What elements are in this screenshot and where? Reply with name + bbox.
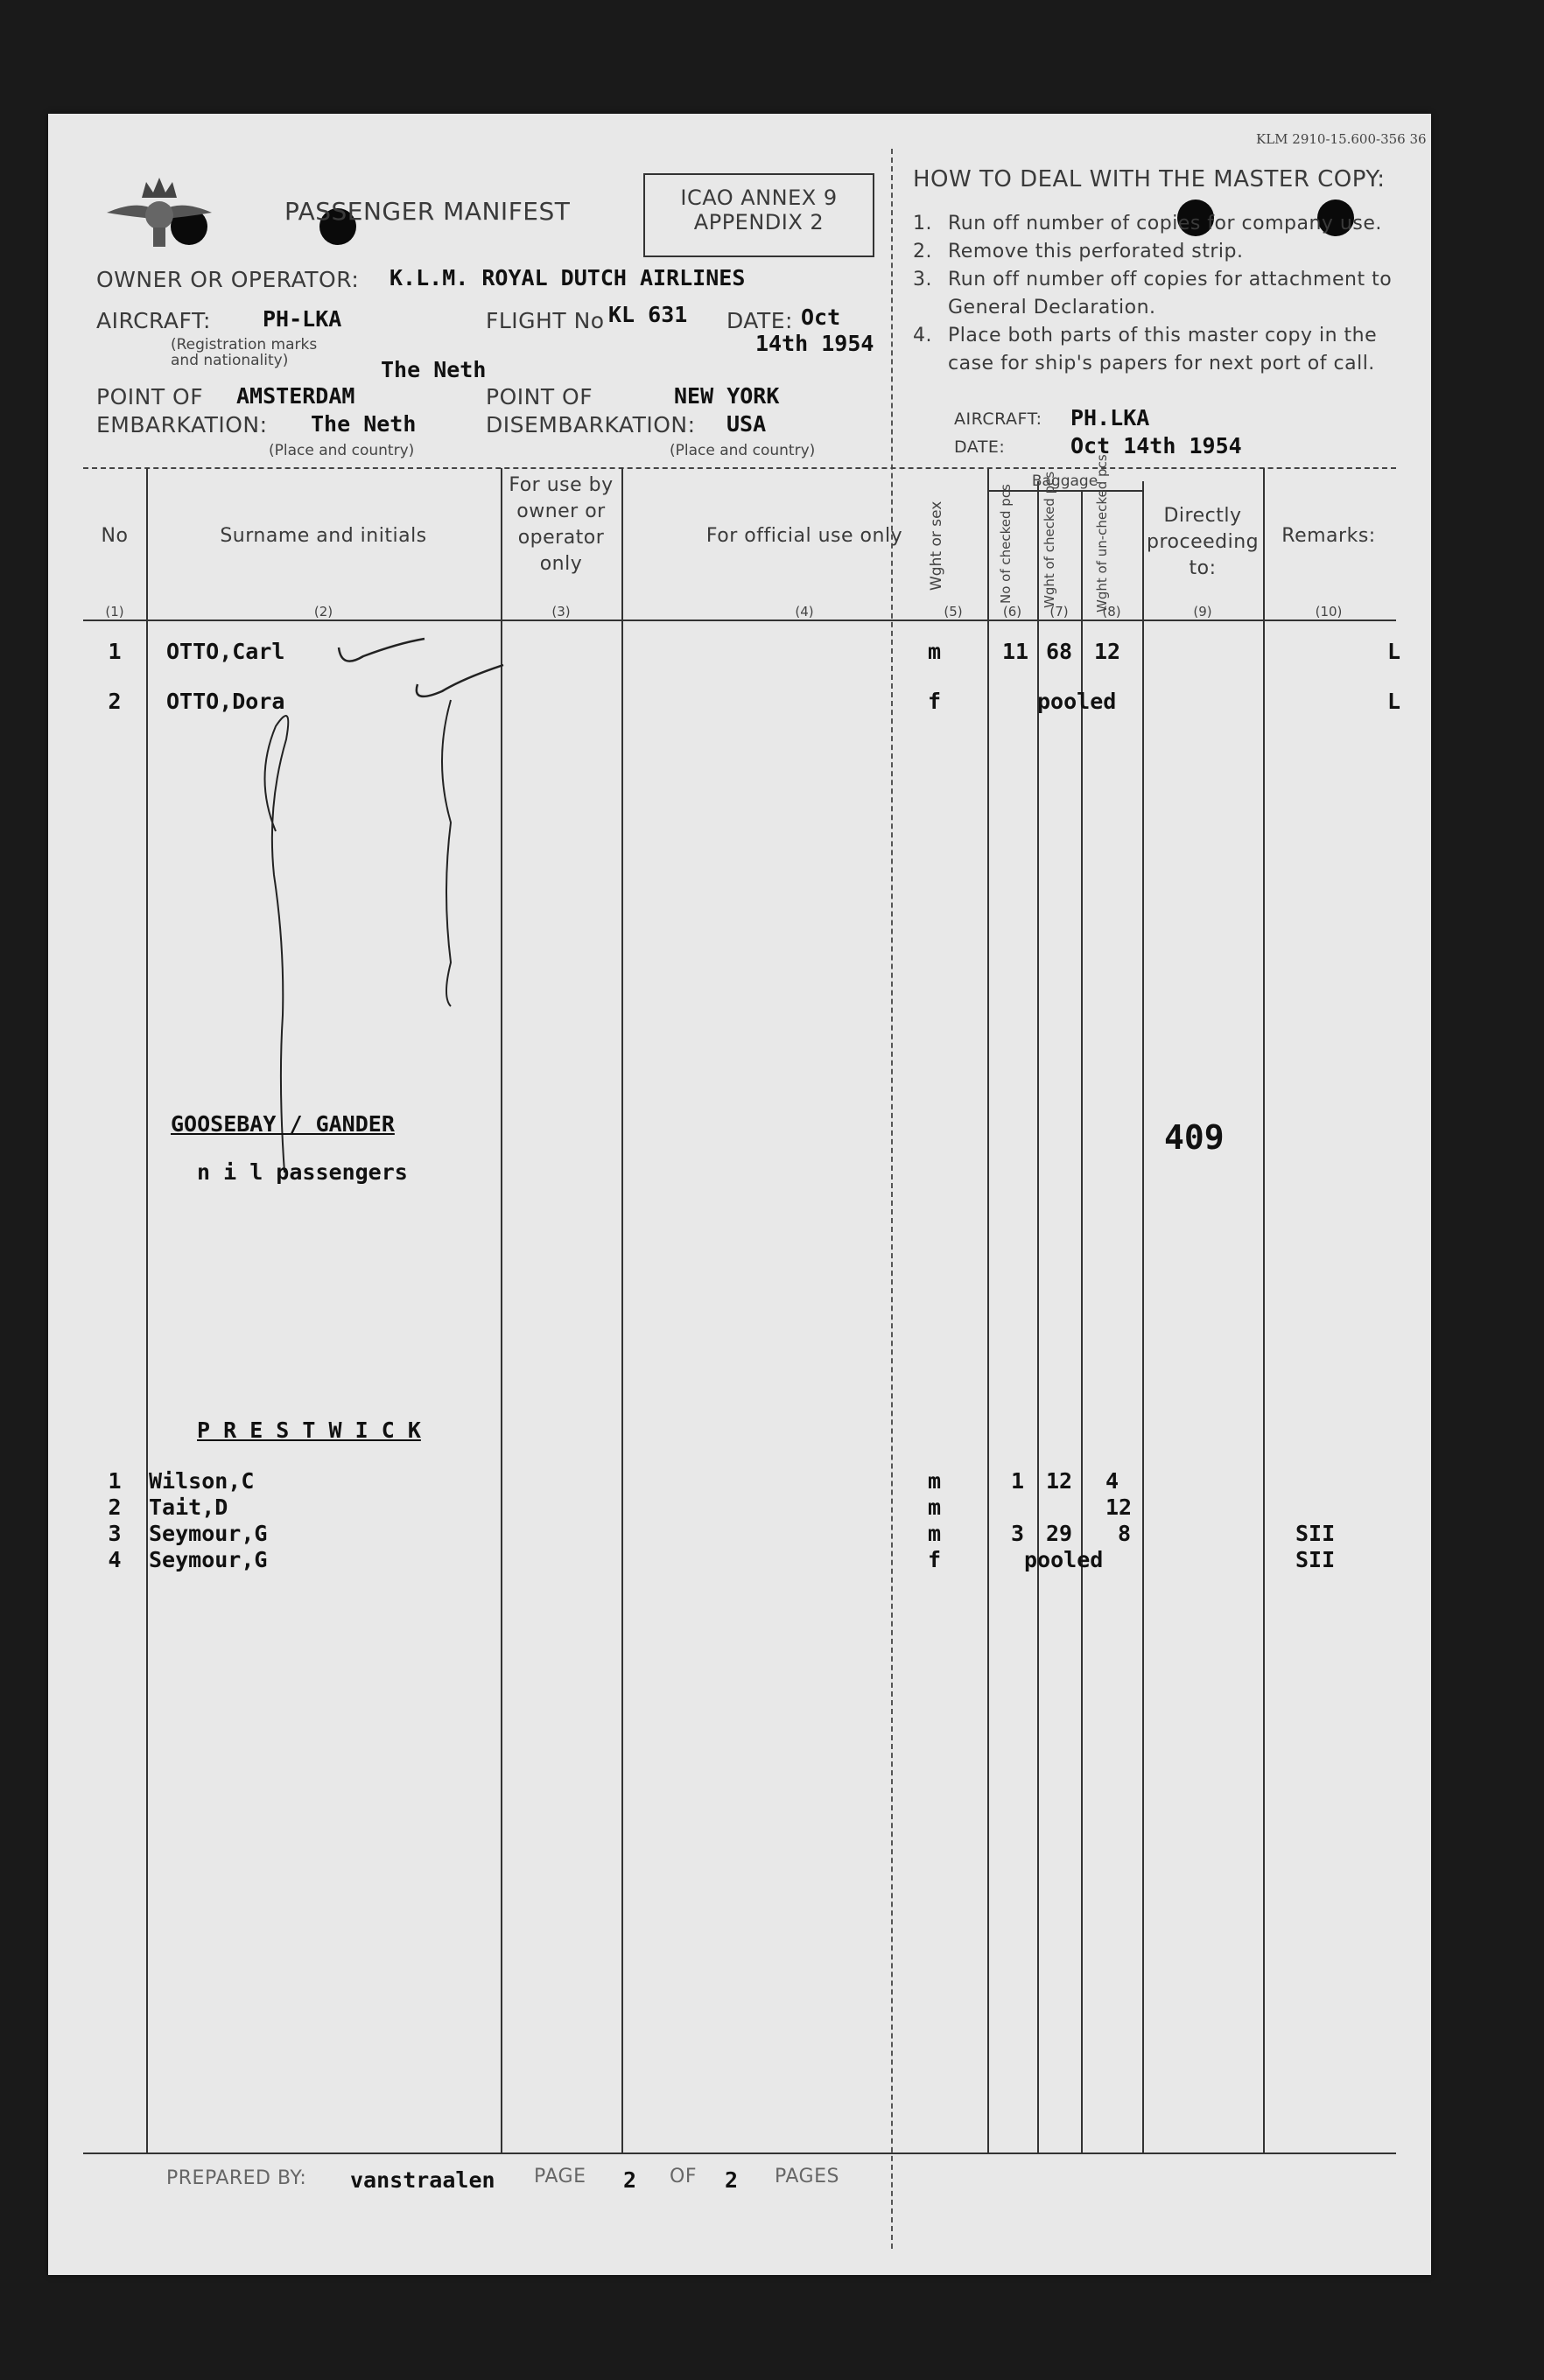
col-directly: Directly proceeding to: [1147,505,1260,579]
disembark-label: POINT OF DISEMBARKATION: [486,384,696,438]
col-owner-use: For use by owner or operator only [509,474,614,575]
form-code: KLM 2910-15.600-356 36 [1256,131,1427,147]
icao-box: ICAO ANNEX 9 APPENDIX 2 [643,173,874,257]
instruction-item: 2. Remove this perforated strip. [913,241,1244,262]
table-top-rule [83,467,1396,469]
gander-note: n i l passengers [197,1159,408,1185]
page-value: 2 [623,2167,637,2193]
instruction-item: 1. Run off number of copies for company use. [913,213,1382,234]
col-no: No [101,525,129,547]
table-bottom-rule [83,2152,1396,2154]
col-wght-unchecked: Wght of un-checked pcs [1094,454,1110,612]
strip-aircraft-value: PH.LKA [1070,405,1150,430]
col-remarks: Remarks: [1281,525,1376,547]
nationality-value: The Neth [381,357,487,382]
flight-value: KL 631 [608,302,688,327]
disembark-country: USA [726,411,767,437]
aircraft-label: AIRCRAFT: [96,308,211,333]
perforation-line [891,149,893,2249]
of-value: 2 [725,2167,739,2193]
owner-label: OWNER OR OPERATOR: [96,267,360,292]
embark-label: POINT OF EMBARKATION: [96,384,268,438]
prestwick-stop-label: P R E S T W I C K [197,1418,421,1443]
instructions-list [913,210,1412,378]
header-bottom-rule [83,620,1396,621]
embark-country: The Neth [311,411,417,437]
of-label: OF [670,2166,697,2188]
manifest-sheet: KLM 2910-15.600-356 36 PASSENGER MANIFEST ICAO ANNEX 9 APPENDIX 2 OWNER OR OPERATOR: K.L.M. ROYAL DUTCH AIRLINES AIRCRAFT: PH-LKA (Registration marks and nationality) The Neth FLIGHT No KL 631 DATE: Oct 14th 1954 POINT OF EMBARKATION: AMSTERDAM The Neth (Place and country) POINT OF DISEMBARKATION: NEW YORK USA (Place and country) HOW TO DEAL WITH THE MASTER COPY: 1. Run off number of copies for company use. 2. Remove this perforated strip. 3. Run off number off copies for attachment to General Declaration. 4. Place both parts of this master copy in the case for ship's papers for next port of call. AIRCRAFT: PH.LKA DATE: Oct 14th 1954 No Surname and initials For use by owner or operator only For official use only Baggage Wght or sex No of checked pcs Wght of checked pcs Wght of un-checked pcs Directly proceeding to: Remarks: (1) (2) (3) (4) (5) (6) (7) (8) (9) (10) 1 OTTO,Carl m 11 68 12 L 2 OTTO,Dora f pooled L GOOSEBAY / GANDER n i l passengers 409 P R E S T W I C K 1 Wilson,C m 1 12 4 2 Tait,D m 12 3 Seymour,G m 3 29 8 SII 4 Seymour,G f pooled SII PREPARED BY: vanstraalen PAGE 2 OF 2 PAGES [48,114,1431,2275]
gander-stop-label: GOOSEBAY / GANDER [171,1111,395,1137]
aircraft-note: (Registration marks and nationality) [171,336,318,369]
pages-label: PAGES [775,2166,839,2188]
page-title: PASSENGER MANIFEST [284,197,571,226]
col-surname: Surname and initials [220,525,427,547]
embark-note: (Place and country) [269,442,415,459]
owner-value: K.L.M. ROYAL DUTCH AIRLINES [390,265,746,290]
page-label: PAGE [534,2166,586,2188]
instruction-item: 3. Run off number off copies for attachment to General Declaration. [913,269,1393,318]
date-label: DATE: [726,308,793,333]
col-checked-pcs: No of checked pcs [998,484,1014,604]
col-wght-sex: Wght or sex [928,500,945,591]
strip-date-label: DATE: [954,438,1006,457]
date-value-year: 14th 1954 [755,331,874,356]
flight-label: FLIGHT No [486,308,605,333]
klm-crown-logo-icon [102,173,216,252]
prepared-label: PREPARED BY: [166,2167,307,2189]
disembark-city: NEW YORK [674,383,780,409]
gander-stamp: 409 [1164,1118,1225,1157]
disembark-note: (Place and country) [670,442,816,459]
strip-date-value: Oct 14th 1954 [1070,433,1242,458]
col-baggage: Baggage [1031,472,1098,490]
prepared-value: vanstraalen [350,2167,495,2193]
strip-aircraft-label: AIRCRAFT: [954,410,1042,429]
date-value: Oct [801,304,841,330]
instructions-title: HOW TO DEAL WITH THE MASTER COPY: [913,166,1386,192]
instruction-item: 4. Place both parts of this master copy in the case for ship's papers for next port of call. [913,325,1378,374]
col-official: For official use only [705,525,903,547]
embark-city: AMSTERDAM [236,383,355,409]
col-wght-checked: Wght of checked pcs [1042,471,1057,608]
aircraft-value: PH-LKA [263,306,342,332]
